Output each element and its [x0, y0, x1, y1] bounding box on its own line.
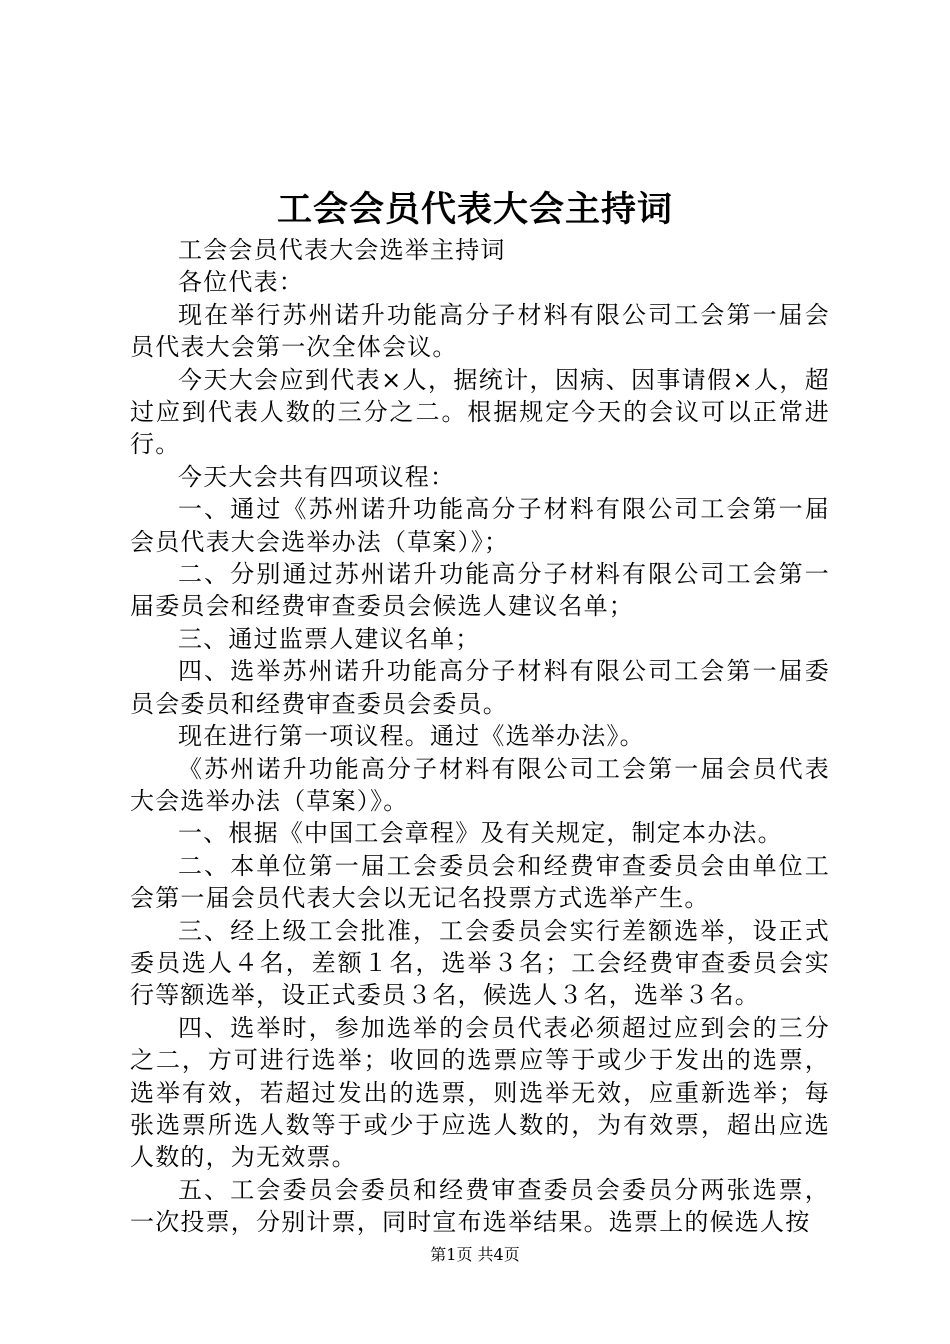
paragraph: 各位代表：: [178, 268, 304, 297]
paragraph: 四、选举时，参加选举的会员代表必须超过应到会的三分之二，方可进行选举；收回的选票应等于或少于发出的选票，选举有效，若超过发出的选票，则选举无效，应重新选举；每张选票所选人数等于或少于应选人数的，为有效票，超出应选人数的，为无效票。: [130, 1013, 830, 1172]
paragraph: 《苏州诺升功能高分子材料有限公司工会第一届会员代表大会选举办法（草案）》。: [130, 754, 830, 815]
paragraph: 二、分别通过苏州诺升功能高分子材料有限公司工会第一届委员会和经费审查委员会候选人建议名单；: [130, 560, 830, 621]
paragraph: 现在进行第一项议程。通过《选举办法》。: [178, 722, 645, 751]
paragraph: 二、本单位第一届工会委员会和经费审查委员会由单位工会第一届会员代表大会以无记名投票方式选举产生。: [130, 851, 830, 913]
paragraph: 一、根据《中国工会章程》及有关规定，制定本办法。: [178, 819, 783, 848]
page-footer: 第1页 共4页: [430, 1245, 520, 1264]
paragraph: 工会会员代表大会选举主持词: [178, 236, 506, 264]
paragraph: 三、经上级工会批准，工会委员会实行差额选举，设正式委员选人４名，差额１名，选举３名；工会经费审查委员会实行等额选举，设正式委员３名，候选人３名，选举３名。: [130, 916, 830, 1010]
paragraph: 四、选举苏州诺升功能高分子材料有限公司工会第一届委员会委员和经费审查委员会委员。: [130, 657, 830, 718]
paragraph: 今天大会共有四项议程：: [178, 462, 456, 491]
document-title: 工会会员代表大会主持词: [276, 189, 673, 230]
paragraph: 一、通过《苏州诺升功能高分子材料有限公司工会第一届会员代表大会选举办法（草案）》；: [130, 495, 830, 556]
paragraph: 五、工会委员会委员和经费审查委员会委员分两张选票，一次投票，分别计票，同时宣布选举结果。选票上的候选人按: [130, 1175, 830, 1237]
paragraph: 现在举行苏州诺升功能高分子材料有限公司工会第一届会员代表大会第一次全体会议。: [130, 300, 830, 362]
paragraph: 今天大会应到代表×人，据统计，因病、因事请假×人，超过应到代表人数的三分之二。根据规定今天的会议可以正常进行。: [130, 365, 830, 459]
document-body: [130, 234, 830, 1239]
paragraph: 三、通过监票人建议名单；: [178, 624, 481, 653]
